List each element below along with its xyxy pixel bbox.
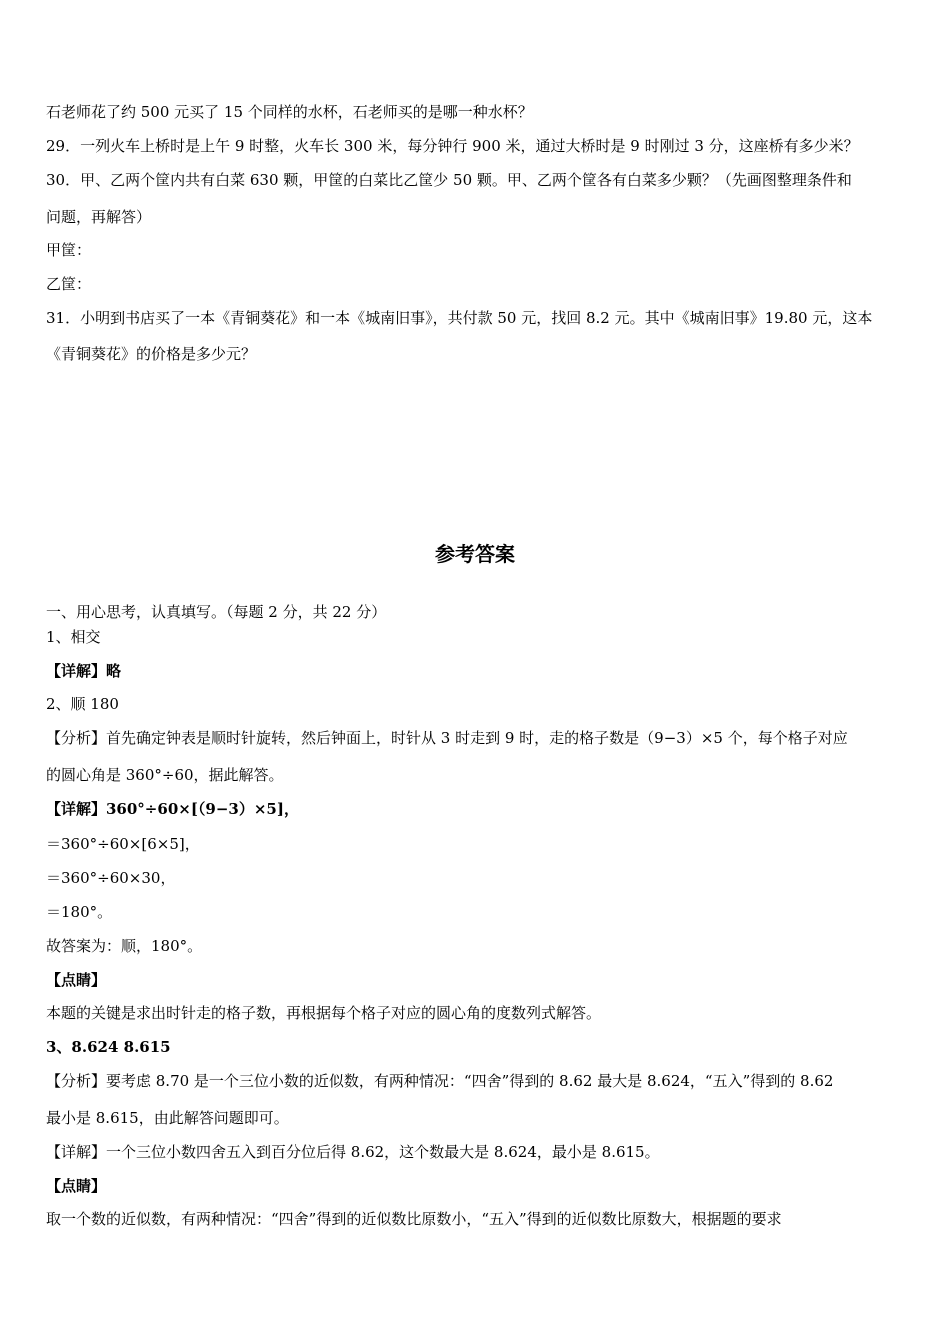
- question-29: 29．一列火车上桥时是上午 9 时整，火车长 300 米，每分钟行 900 米，通过大桥时是 9 时刚过 3 分，这座桥有多少米？: [46, 137, 859, 155]
- question-30-yi: 乙筐：: [46, 275, 92, 293]
- answer-3: 3、8.624 8.615: [46, 1038, 171, 1056]
- answer-3-tip: 取一个数的近似数，有两种情况：“四舍”得到的近似数比原数小，“五入”得到的近似数比原数大，根据题的要求: [46, 1210, 782, 1228]
- question-28-tail: 石老师花了约 500 元买了 15 个同样的水杯，石老师买的是哪一种水杯？: [46, 103, 533, 121]
- question-30-line-2: 问题，再解答）: [46, 208, 152, 226]
- answer-1-detail: 【详解】略: [46, 662, 122, 680]
- answers-title: 参考答案: [435, 542, 515, 566]
- answer-2-detail-line-1: 【详解】360°÷60×[（9−3）×5]，: [46, 800, 299, 818]
- question-31-line-1: 31．小明到书店买了一本《青铜葵花》和一本《城南旧事》，共付款 50 元，找回 8.2 元。其中《城南旧事》19.80 元，这本: [46, 309, 873, 327]
- answer-3-analysis-line-2: 最小是 8.615，由此解答问题即可。: [46, 1109, 289, 1127]
- section-1-heading: 一、用心思考，认真填写。（每题 2 分，共 22 分）: [46, 603, 387, 621]
- question-30-jia: 甲筐：: [46, 241, 92, 259]
- answer-3-detail: 【详解】一个三位小数四舍五入到百分位后得 8.62，这个数最大是 8.624，最小是 8.615。: [46, 1143, 660, 1161]
- answer-2-tip-label: 【点睛】: [46, 971, 107, 989]
- answer-2-detail-line-4: ＝180°。: [46, 903, 113, 921]
- answer-1: 1、相交: [46, 628, 101, 646]
- answer-2: 2、顺 180: [46, 695, 119, 713]
- question-31-line-2: 《青铜葵花》的价格是多少元？: [46, 345, 257, 363]
- answer-2-detail-line-2: ＝360°÷60×[6×5]，: [46, 835, 200, 853]
- answer-2-conclusion: 故答案为：顺，180°。: [46, 937, 203, 955]
- answer-2-analysis-line-2: 的圆心角是 360°÷60，据此解答。: [46, 766, 284, 784]
- answer-2-tip: 本题的关键是求出时针走的格子数，再根据每个格子对应的圆心角的度数列式解答。: [46, 1004, 602, 1022]
- answer-3-analysis-line-1: 【分析】要考虑 8.70 是一个三位小数的近似数，有两种情况：“四舍”得到的 8.62 最大是 8.624，“五入”得到的 8.62: [46, 1072, 834, 1090]
- answer-3-tip-label: 【点睛】: [46, 1177, 107, 1195]
- question-30-line-1: 30．甲、乙两个筐内共有白菜 630 颗，甲筐的白菜比乙筐少 50 颗。甲、乙两个筐各有白菜多少颗？（先画图整理条件和: [46, 171, 852, 189]
- answer-2-analysis-line-1: 【分析】首先确定钟表是顺时针旋转，然后钟面上，时针从 3 时走到 9 时，走的格子数是（9−3）×5 个，每个格子对应: [46, 729, 848, 747]
- answer-2-detail-line-3: ＝360°÷60×30，: [46, 869, 176, 887]
